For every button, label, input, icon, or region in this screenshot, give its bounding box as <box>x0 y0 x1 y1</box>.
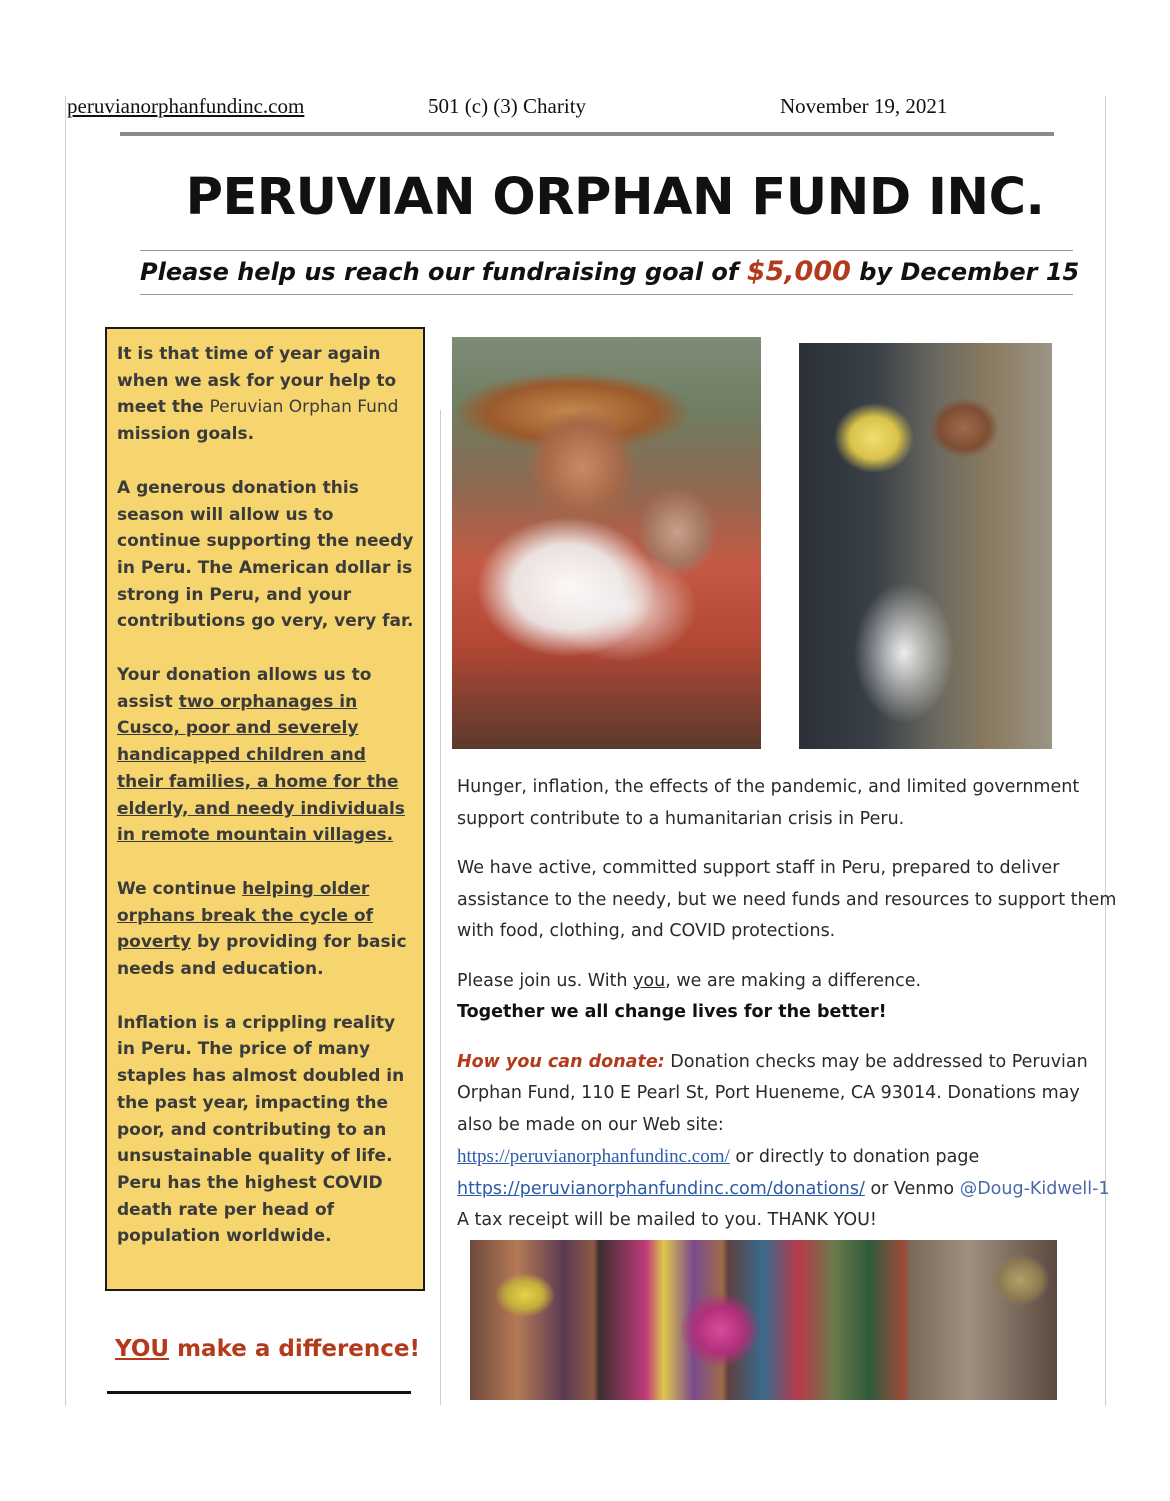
page-title: PERUVIAN ORPHAN FUND INC. <box>185 168 1045 227</box>
header-divider <box>120 132 1054 136</box>
body-join-a: Please join us. With <box>457 970 634 991</box>
body-paragraph-crisis: Hunger, inflation, the effects of the pandemic, and limited government support contribute to a humanitarian crisis in Peru. <box>457 777 1080 829</box>
photo-elder-with-bag <box>452 337 761 749</box>
sidebar-paragraph-inflation: Inflation is a crippling reality in Peru. The price of many staples has almost doubled in the past year, impacting the poor, and contributing to an unsustainable quality of life. Peru has the highest COVID death rate per head of population worldwide. <box>117 1012 405 1247</box>
body-link-line-1 <box>457 1141 1117 1174</box>
sidebar-p1-a: It is that time of year again when we ask for your help to meet the <box>117 344 397 418</box>
sidebar-p1-c: mission goals. <box>117 424 255 445</box>
venmo-handle[interactable]: @Doug-Kidwell-1 <box>959 1178 1110 1199</box>
subtitle-top-rule <box>140 250 1073 251</box>
sidebar-p3-a: Your donation allows us to assist <box>117 665 372 712</box>
header-site-link[interactable]: peruvianorphanfundinc.com <box>67 94 305 118</box>
column-divider <box>440 410 441 1405</box>
body-paragraph-staff: We have active, committed support staff in Peru, prepared to deliver assistance to the needy, but we need funds and resources to support them with food, clothing, and COVID protections. <box>457 858 1117 941</box>
sidebar-paragraph-intro <box>117 341 415 448</box>
collage-detail-pink-bag <box>670 1280 770 1380</box>
subtitle-before: Please help us reach our fundraising goal of <box>140 258 747 286</box>
sidebar-paragraph-orphans <box>117 876 415 983</box>
how-to-donate-label: How you can donate: <box>457 1051 665 1072</box>
body-link-line-2 <box>457 1174 1117 1206</box>
main-body-text <box>457 772 1117 1237</box>
sidebar-paragraph-donation: A generous donation this season will allow us to continue supporting the needy in Peru. The American dollar is strong in Peru, and your contributions go very, very far. <box>117 477 414 632</box>
appeal-sidebar <box>105 327 425 1291</box>
subtitle-bottom-rule <box>140 294 1073 295</box>
you-make-difference <box>115 1336 420 1362</box>
collage-detail-child-eating <box>470 1240 600 1400</box>
body-paragraph-join <box>457 966 1117 998</box>
body-together-line: Together we all change lives for the better! <box>457 1002 887 1022</box>
body-join-you: you <box>633 970 666 991</box>
how-to-donate-text: Donation checks may be addressed to Peruvian Orphan Fund, 110 E Pearl St, Port Hueneme, CA 93014. Donations may also be made on our Web site: <box>457 1051 1088 1135</box>
you-rest: make a difference! <box>169 1336 421 1362</box>
sidebar-p1-org: Peruvian Orphan Fund <box>209 397 399 418</box>
link2-after: or Venmo <box>864 1178 960 1199</box>
body-join-b: , we are making a difference. <box>665 970 922 991</box>
collage-detail-elder-hat <box>990 1250 1050 1310</box>
sidebar-orphans-link[interactable]: helping older orphans break the cycle of poverty <box>117 878 373 953</box>
header-date: November 19, 2021 <box>780 94 948 118</box>
left-page-border <box>65 96 66 1406</box>
link1-after: or directly to donation page <box>729 1147 980 1167</box>
photo-aid-delivery <box>799 343 1052 749</box>
photo-collage-children-elders <box>470 1240 1057 1400</box>
sidebar-paragraph-assist <box>117 662 415 849</box>
donation-page-link[interactable]: https://peruvianorphanfundinc.com/donations/ <box>457 1178 865 1199</box>
website-link[interactable]: https://peruvianorphanfundinc.com/ <box>457 1146 730 1167</box>
body-how-to-donate <box>457 1047 1117 1142</box>
you-word: YOU <box>115 1336 170 1362</box>
sidebar-assist-link[interactable]: two orphanages in Cusco, poor and severely handicapped children and their families, a home for the elderly, and needy individuals in remote mountain villages. <box>117 691 405 846</box>
goal-amount: $5,000 <box>746 256 851 287</box>
header-charity-status: 501 (c) (3) Charity <box>428 94 587 118</box>
you-underline-rule <box>107 1391 411 1394</box>
sidebar-p4-b: by providing for basic needs and education. <box>117 932 407 980</box>
fundraising-goal-subtitle <box>140 256 1080 287</box>
subtitle-after: by December 15 <box>850 258 1080 286</box>
body-tax-receipt: A tax receipt will be mailed to you. THANK YOU! <box>457 1210 877 1230</box>
sidebar-p4-a: We continue <box>117 878 243 899</box>
